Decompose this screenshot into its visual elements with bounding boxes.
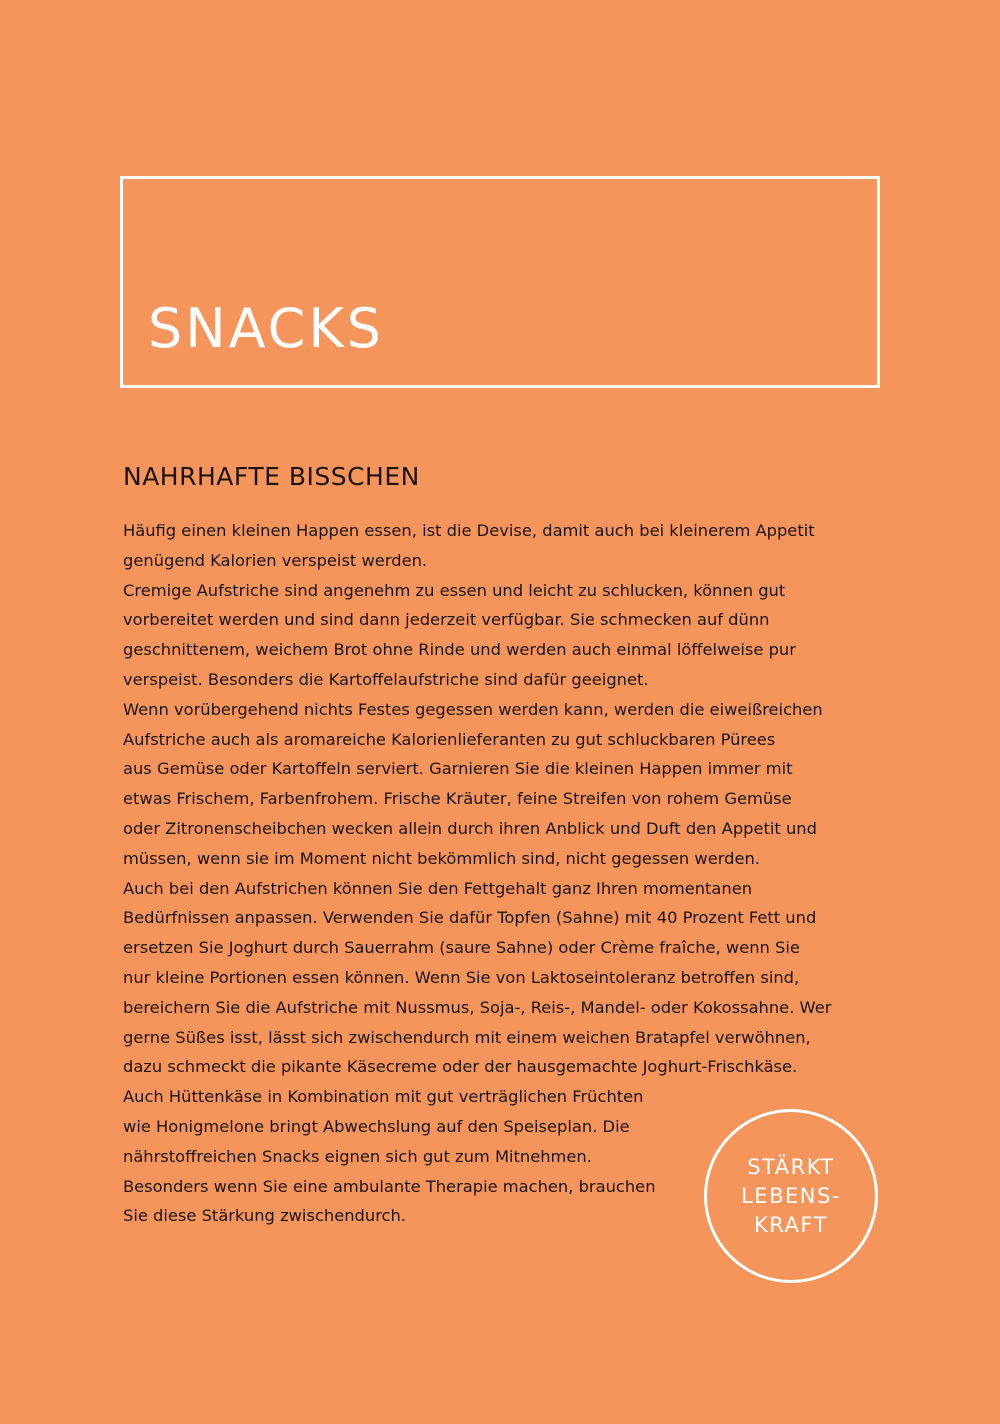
badge-line: STÄRKT [747, 1154, 835, 1179]
body-line: Aufstriche auch als aromareiche Kalorienlieferanten zu gut schluckbaren Pürees [123, 729, 776, 749]
body-line: nur kleine Portionen essen können. Wenn Sie von Laktoseintoleranz betroffen sind, [123, 967, 800, 987]
body-line: Bedürfnissen anpassen. Verwenden Sie dafür Topfen (Sahne) mit 40 Prozent Fett und [123, 908, 817, 928]
body-line: Cremige Aufstriche sind angenehm zu essen und leicht zu schlucken, können gut [123, 580, 786, 600]
title-frame [120, 176, 880, 388]
body-line: genügend Kalorien verspeist werden. [123, 550, 428, 570]
badge-line: LEBENS- [741, 1183, 841, 1208]
body-line: müssen, wenn sie im Moment nicht bekömmlich sind, nicht gegessen werden. [123, 848, 760, 868]
body-line: vorbereitet werden und sind dann jederzeit verfügbar. Sie schmecken auf dünn [123, 610, 770, 630]
body-line: bereichern Sie die Aufstriche mit Nussmus, Soja-, Reis-, Mandel- oder Kokossahne. Wer [123, 997, 832, 1017]
body-line: dazu schmeckt die pikante Käsecreme oder der hausgemachte Joghurt-Frischkäse. [123, 1057, 798, 1077]
page-title: SNACKS [148, 297, 385, 360]
section-heading: NAHRHAFTE BISSCHEN [123, 462, 420, 491]
body-line: Auch bei den Aufstrichen können Sie den Fettgehalt ganz Ihren momentanen [123, 878, 753, 898]
body-line: gerne Süßes isst, lässt sich zwischendurch mit einem weichen Bratapfel verwöhnen, [123, 1027, 811, 1047]
badge-line: KRAFT [754, 1212, 828, 1237]
body-line: oder Zitronenscheibchen wecken allein durch ihren Anblick und Duft den Appetit und [123, 818, 817, 838]
body-line: wie Honigmelone bringt Abwechslung auf den Speiseplan. Die [123, 1116, 630, 1136]
body-line: Besonders wenn Sie eine ambulante Therapie machen, brauchen [123, 1176, 656, 1196]
body-line: etwas Frischem, Farbenfrohem. Frische Kräuter, feine Streifen von rohem Gemüse [123, 789, 792, 809]
body-line: Wenn vorübergehend nichts Festes gegessen werden kann, werden die eiweißreichen [123, 699, 823, 719]
body-line: verspeist. Besonders die Kartoffelaufstriche sind dafür geeignet. [123, 669, 649, 689]
body-line: ersetzen Sie Joghurt durch Sauerrahm (saure Sahne) oder Crème fraîche, wenn Sie [123, 938, 800, 958]
body-line: Häufig einen kleinen Happen essen, ist die Devise, damit auch bei kleinerem Appetit [123, 521, 815, 540]
circle-badge [704, 1109, 878, 1283]
body-line: aus Gemüse oder Kartoffeln serviert. Garnieren Sie die kleinen Happen immer mit [123, 759, 793, 779]
body-line: Sie diese Stärkung zwischendurch. [123, 1206, 406, 1226]
body-line: geschnittenem, weichem Brot ohne Rinde und werden auch einmal löffelweise pur [123, 640, 796, 660]
body-line: nährstoffreichen Snacks eignen sich gut zum Mitnehmen. [123, 1146, 592, 1166]
body-line: Auch Hüttenkäse in Kombination mit gut verträglichen Früchten [123, 1087, 644, 1107]
